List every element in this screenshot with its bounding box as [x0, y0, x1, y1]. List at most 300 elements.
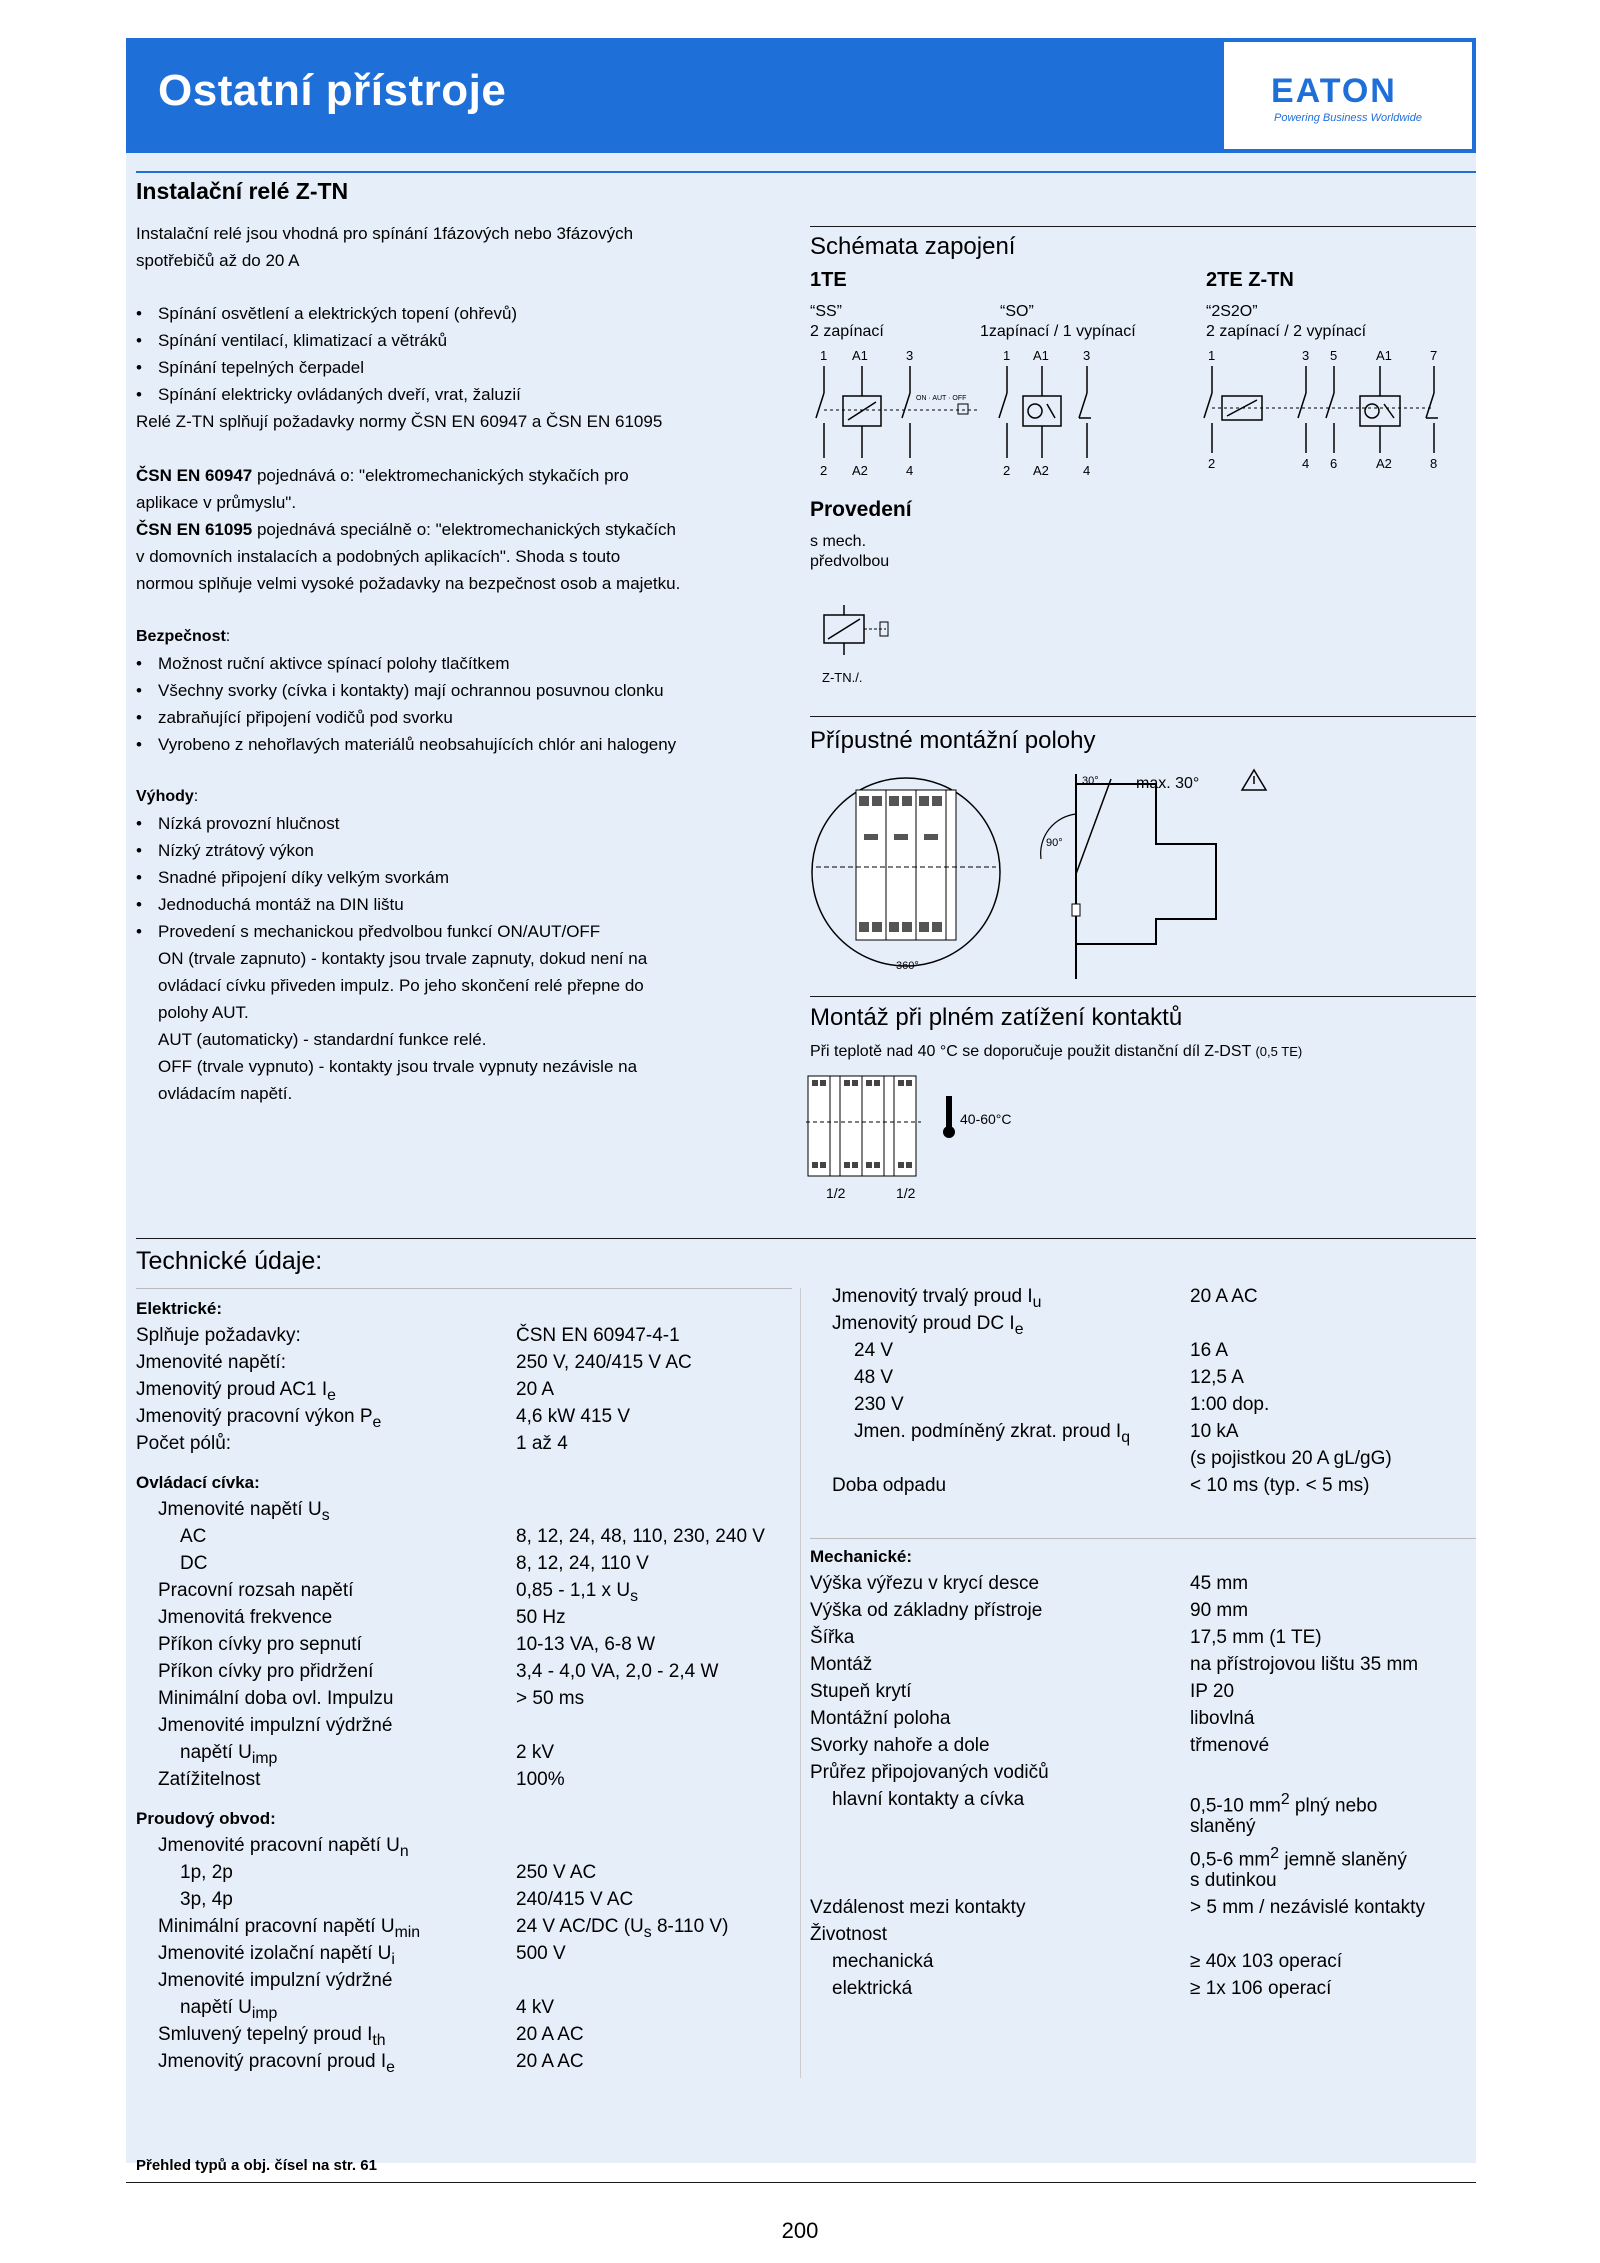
scheme-col-2te: 2TE Z-TN — [1206, 269, 1294, 291]
intro-lead-line: Instalační relé jsou vhodná pro spínání 1fázových nebo 3fázových — [136, 224, 634, 243]
spec-value-text: 3,4 - 4,0 VA, 2,0 - 2,4 W — [516, 1661, 719, 1682]
advantages-list — [136, 810, 776, 945]
spec-label-text: Stupeň krytí — [810, 1681, 912, 1702]
spec-value-tail: 8-110 V) — [651, 1916, 729, 1937]
spec-value — [1190, 1867, 1277, 1894]
spec-label-text: Jmenovitý proud DC I — [832, 1313, 1015, 1334]
mode-line: ovládací cívku přiveden impulz. Po jeho skončení relé přepne do — [158, 976, 644, 995]
spec-value-text: 0,5-6 mm — [1190, 1849, 1271, 1871]
list-item: • Provedení s mechanickou předvolbou funkcí ON/AUT/OFF — [136, 918, 776, 945]
spec-value — [1190, 1975, 1331, 2002]
eaton-logo — [1224, 42, 1472, 149]
spec-row — [136, 1967, 796, 1994]
spec-label-text: 3p, 4p — [180, 1889, 233, 1910]
std-text: aplikace v průmyslu". — [136, 493, 297, 512]
spec-label-subscript: e — [386, 2058, 395, 2076]
max-tilt-label: max. 30° — [1136, 775, 1200, 792]
spec-label-subscript: q — [1121, 1428, 1130, 1446]
terminal-label: A2 — [1033, 463, 1049, 478]
spec-value-text: na přístrojovou lištu 35 mm — [1190, 1654, 1419, 1675]
spec-row — [810, 1310, 1476, 1337]
page-header — [126, 38, 1476, 153]
spec-value-text: 10 kA — [1190, 1421, 1239, 1442]
spec-value — [1190, 1418, 1239, 1445]
spec-row — [136, 1658, 796, 1685]
scheme-so-desc: 1zapínací / 1 vypínací — [980, 323, 1136, 340]
spec-label — [810, 1762, 1049, 1783]
spec-label-text: Příkon cívky pro sepnutí — [158, 1634, 362, 1655]
terminal-label: 4 — [906, 463, 914, 478]
spec-value — [516, 1430, 568, 1457]
spec-value-subscript: s — [643, 1923, 652, 1941]
spec-label-text: mechanická — [832, 1951, 934, 1972]
spec-row — [136, 1886, 796, 1913]
spec-label-text: Jmenovitý proud AC1 I — [136, 1379, 328, 1400]
spec-value-text: 250 V, 240/415 V AC — [516, 1352, 692, 1373]
tech-right-column — [810, 1283, 1476, 2002]
spec-label-text: Šířka — [810, 1627, 855, 1648]
spec-label — [136, 1379, 336, 1404]
spec-value — [1190, 1705, 1254, 1732]
spec-label — [810, 1475, 946, 1496]
list-item: • Snadné připojení díky velkým svorkám — [136, 864, 776, 891]
spec-value-text: 50 Hz — [516, 1607, 566, 1628]
spec-value-text: ≥ 1x 106 operací — [1190, 1978, 1332, 1999]
spec-section-title: Mechanické: — [810, 1547, 913, 1566]
spec-value — [516, 1349, 692, 1376]
spec-value — [516, 1523, 765, 1550]
spec-value-text: 20 A AC — [516, 2051, 584, 2072]
spec-label-subscript: imp — [251, 1749, 278, 1767]
scheme-so-name: “SO” — [1000, 303, 1034, 320]
list-item-cont — [136, 704, 776, 731]
spec-value-text: 20 A AC — [1190, 1286, 1258, 1307]
spec-value-text: IP 20 — [1190, 1681, 1235, 1702]
spec-label-text: Průřez připojovaných vodičů — [810, 1762, 1049, 1783]
spec-row — [136, 1832, 796, 1859]
thermometer-icon — [943, 1096, 955, 1138]
safety-colon: : — [225, 628, 231, 645]
spec-row — [136, 1376, 796, 1403]
spec-label — [136, 1970, 392, 1991]
spec-row — [810, 1418, 1476, 1445]
spec-value — [516, 2021, 584, 2048]
spec-row — [810, 1867, 1476, 1894]
variant-heading: Provedení — [810, 498, 912, 521]
scheme-2s2o-desc: 2 zapínací / 2 vypínací — [1206, 323, 1367, 340]
spec-section-title: Proudový obvod: — [136, 1809, 276, 1828]
spec-label-subscript: n — [399, 1842, 409, 1860]
spec-label — [136, 1916, 421, 1941]
spec-value-text: 24 V AC/DC (U — [516, 1916, 644, 1937]
terminal-label: 2 — [1208, 456, 1216, 471]
spec-value — [516, 1685, 584, 1712]
spec-value — [516, 1994, 554, 2021]
spec-row — [810, 1705, 1476, 1732]
std-code: ČSN EN 60947 — [136, 466, 253, 485]
top-divider — [136, 171, 1476, 173]
norm-line: Relé Z-TN splňují požadavky normy ČSN EN 60947 a ČSN EN 61095 — [136, 412, 663, 431]
terminal-label: A1 — [852, 348, 868, 363]
section-divider — [810, 716, 1476, 717]
spec-label — [136, 1862, 233, 1883]
spec-value — [516, 1658, 718, 1685]
adv-title: Výhody — [136, 788, 194, 805]
spec-value-subscript: s — [630, 1587, 638, 1605]
list-item: • Jednoduchá montáž na DIN lištu — [136, 891, 776, 918]
spec-label — [810, 1681, 911, 1702]
spec-value — [1190, 1597, 1248, 1624]
spec-row — [136, 1631, 796, 1658]
mounting-title: Přípustné montážní polohy — [810, 727, 1096, 754]
spec-row — [810, 1975, 1476, 2002]
spec-row — [810, 1570, 1476, 1597]
spec-row — [810, 1391, 1476, 1418]
spec-label — [810, 1978, 912, 1999]
half-label: 1/2 — [896, 1185, 916, 1201]
spec-label-text: 24 V — [854, 1340, 894, 1361]
spec-label-text: Minimální pracovní napětí U — [158, 1916, 395, 1937]
spec-value — [516, 1322, 680, 1349]
list-item: • Všechny svorky (cívka i kontakty) mají ochrannou posuvnou clonku — [136, 677, 776, 704]
spec-label-subscript: e — [1014, 1320, 1024, 1338]
spec-row — [136, 1739, 796, 1766]
spec-row — [810, 1759, 1476, 1786]
spec-label — [136, 2024, 386, 2049]
spec-value — [516, 1604, 566, 1631]
spec-label — [810, 1627, 854, 1648]
spec-value — [1190, 1813, 1256, 1840]
spec-label — [136, 2051, 395, 2076]
spec-label-text: Jmen. podmíněný zkrat. proud I — [854, 1421, 1122, 1442]
spec-label — [810, 1340, 893, 1361]
list-item: • Nízká provozní hlučnost — [136, 810, 776, 837]
spec-label — [810, 1573, 1039, 1594]
spec-label — [136, 1526, 206, 1547]
full-load-text-main: Při teplotě nad 40 °C se doporučuje použit distanční díl Z-DST — [810, 1043, 1252, 1060]
spec-label-subscript: s — [321, 1506, 330, 1524]
spec-row — [810, 1364, 1476, 1391]
section-divider — [810, 226, 1476, 227]
spec-label — [810, 1600, 1042, 1621]
temp-label: 40-60°C — [960, 1111, 1012, 1127]
spec-label — [136, 1433, 231, 1454]
safety-title: Bezpečnost — [136, 628, 226, 645]
terminal-label: 8 — [1430, 456, 1438, 471]
spec-value-text: 4 kV — [516, 1997, 555, 2018]
tech-left-divider — [136, 1288, 792, 1289]
spec-label — [810, 1924, 887, 1945]
spec-label-text: Minimální doba ovl. Impulzu — [158, 1688, 394, 1709]
spec-label-text: Jmenovité pracovní napětí U — [158, 1835, 400, 1856]
terminal-label: 7 — [1430, 348, 1438, 363]
schemes-title: Schémata zapojení — [810, 233, 1016, 260]
spec-value-text: 20 A — [516, 1379, 555, 1400]
spec-label-text: hlavní kontakty a cívka — [832, 1789, 1025, 1810]
mode-description — [136, 945, 798, 1107]
std-text: pojednává o: "elektromechanických stykačích pro — [252, 466, 629, 485]
spec-label — [136, 1406, 382, 1431]
spec-label-text: Jmenovitý pracovní proud I — [158, 2051, 387, 2072]
spacer-diagram — [806, 1074, 1012, 1204]
mode-line: ovládacím napětí. — [158, 1084, 293, 1103]
spec-value — [1190, 1570, 1248, 1597]
spec-value-text: 1:00 dop. — [1190, 1394, 1270, 1415]
spec-value — [1190, 1364, 1244, 1391]
spec-label-subscript: i — [391, 1950, 395, 1968]
spec-value — [1190, 1472, 1370, 1499]
spec-row — [136, 1403, 796, 1430]
spec-label-text: Výška výřezu v krycí desce — [810, 1573, 1040, 1594]
spec-label — [810, 1897, 1025, 1918]
so-wiring-diagram — [995, 348, 1105, 483]
spec-value — [1190, 1651, 1418, 1678]
mode-line: OFF (trvale vypnuto) - kontakty jsou trvale vypnuty nezávisle na — [158, 1057, 638, 1076]
spec-value-text: 17,5 mm (1 TE) — [1190, 1627, 1322, 1648]
intro-lead — [136, 220, 776, 274]
spec-value — [1190, 1894, 1425, 1921]
spec-label — [136, 1661, 373, 1682]
spec-label-text: Montážní poloha — [810, 1708, 951, 1729]
spec-label — [136, 1997, 278, 2022]
spec-row — [810, 1624, 1476, 1651]
spec-value-text: 90 mm — [1190, 1600, 1249, 1621]
spec-value — [516, 1886, 633, 1913]
variant-diagram — [814, 600, 894, 690]
mode-line: polohy AUT. — [158, 1003, 249, 1022]
spec-label-text: Zatížitelnost — [158, 1769, 261, 1790]
mounting-tilt-diagram — [1036, 764, 1296, 984]
footer-note: Přehled typů a obj. čísel na str. 61 — [136, 2157, 377, 2174]
variant-desc-line: s mech. — [810, 533, 867, 550]
spec-row — [136, 1496, 796, 1523]
page-title: Ostatní přístroje — [158, 66, 507, 115]
spec-label — [810, 1708, 951, 1729]
spec-label — [136, 1769, 260, 1790]
spec-value — [516, 1631, 655, 1658]
spec-label-subscript: min — [394, 1923, 421, 1941]
spec-value-text: 8, 12, 24, 48, 110, 230, 240 V — [516, 1526, 765, 1547]
terminal-label: 5 — [1330, 348, 1338, 363]
spec-row — [810, 1813, 1476, 1840]
tech-right-divider — [810, 1538, 1476, 1539]
spec-label-text: napětí U — [180, 1742, 252, 1763]
spec-value-text: (s pojistkou 20 A gL/gG) — [1190, 1448, 1392, 1469]
spec-row — [810, 1283, 1476, 1310]
spec-label-text: Pracovní rozsah napětí — [158, 1580, 354, 1601]
spec-value-text: ≥ 40x 103 operací — [1190, 1951, 1342, 1972]
bottom-divider — [126, 2182, 1476, 2183]
variant-label: Z-TN./. — [822, 670, 863, 685]
mounting-rotation-diagram — [806, 772, 1006, 972]
spec-value — [516, 1739, 554, 1766]
warning-icon — [1242, 770, 1266, 790]
list-item: • Spínání elektricky ovládaných dveří, vrat, žaluzií — [136, 381, 776, 408]
spec-value-text: 0,5-10 mm — [1190, 1795, 1281, 1817]
spec-row — [810, 1921, 1476, 1948]
spec-row — [136, 2048, 796, 2075]
spec-label — [136, 1742, 278, 1767]
spec-label-text: Smluvený tepelný proud I — [158, 2024, 373, 2045]
half-label: 1/2 — [826, 1185, 846, 1201]
terminal-label: A2 — [852, 463, 868, 478]
spec-row — [810, 1894, 1476, 1921]
spec-label — [136, 1325, 301, 1346]
spec-label — [136, 1943, 395, 1968]
spec-label — [136, 1499, 330, 1524]
spec-value-text: 16 A — [1190, 1340, 1229, 1361]
terminal-label: 1 — [820, 348, 828, 363]
spec-value-text: > 50 ms — [516, 1688, 585, 1709]
list-item: • Možnost ruční aktivce spínací polohy tlačítkem — [136, 650, 776, 677]
advantages-heading — [136, 788, 198, 806]
spec-value-text: slaněný — [1190, 1816, 1256, 1837]
spec-label-text: Počet pólů: — [136, 1433, 232, 1454]
spec-value-tail: jemně slaněný — [1279, 1849, 1407, 1871]
scheme-col-1te: 1TE — [810, 269, 847, 291]
spec-value-text: 20 A AC — [516, 2024, 584, 2045]
list-item: • Spínání ventilací, klimatizací a větráků — [136, 327, 776, 354]
spec-value-text: 240/415 V AC — [516, 1889, 634, 1910]
spec-label-subscript: e — [327, 1386, 336, 1404]
standard-1 — [136, 462, 776, 597]
spec-label-text: Montáž — [810, 1654, 873, 1675]
spec-label-text: Jmenovité impulzní výdržné — [158, 1715, 393, 1736]
list-item: • Nízký ztrátový výkon — [136, 837, 776, 864]
spec-label-text: elektrická — [832, 1978, 913, 1999]
terminal-label: 3 — [906, 348, 914, 363]
spec-value-text: > 5 mm / nezávislé kontakty — [1190, 1897, 1425, 1918]
spec-label — [136, 1580, 353, 1601]
ss-wiring-diagram — [808, 348, 988, 483]
full-load-text — [810, 1042, 1302, 1062]
spec-label-text: Jmenovitý trvalý proud I — [832, 1286, 1033, 1307]
angle-30-label: 30° — [1082, 775, 1099, 787]
spec-value-text: 45 mm — [1190, 1573, 1249, 1594]
spec-label — [810, 1654, 872, 1675]
mode-line: ON (trvale zapnuto) - kontakty jsou trvale zapnuty, dokud není na — [158, 949, 648, 968]
scheme-ss-name: “SS” — [810, 303, 842, 320]
spec-label — [136, 1715, 392, 1736]
spec-value-text: < 10 ms (typ. < 5 ms) — [1190, 1475, 1370, 1496]
spec-value-text: 12,5 A — [1190, 1367, 1244, 1388]
terminal-label: 1 — [1003, 348, 1011, 363]
std-text: normou splňuje velmi vysoké požadavky na bezpečnost osob a majetku. — [136, 574, 681, 593]
tech-column-divider — [800, 1288, 801, 2078]
spec-value — [516, 1766, 565, 1793]
section-heading: Instalační relé Z-TN — [136, 178, 349, 204]
spec-value — [516, 1376, 554, 1403]
spec-row — [136, 1685, 796, 1712]
spec-label — [810, 1313, 1024, 1338]
spec-label — [810, 1421, 1130, 1446]
spec-label — [136, 1889, 233, 1910]
safety-heading — [136, 628, 230, 646]
spec-label-text: Jmenovité napětí: — [136, 1352, 286, 1373]
spec-label-text: Výška od základny přístroje — [810, 1600, 1043, 1621]
spec-row — [136, 1349, 796, 1376]
spec-label-text: Svorky nahoře a dole — [810, 1735, 990, 1756]
section-divider — [810, 996, 1476, 997]
terminal-label: 3 — [1083, 348, 1091, 363]
terminal-label: A2 — [1376, 456, 1392, 471]
spec-label-text: Jmenovité izolační napětí U — [158, 1943, 392, 1964]
spec-row — [136, 1913, 796, 1940]
spec-row — [136, 1994, 796, 2021]
spec-label — [136, 1688, 394, 1709]
spec-label-subscript: u — [1032, 1293, 1042, 1311]
spec-value-text: 250 V AC — [516, 1862, 597, 1883]
spec-label — [136, 1607, 332, 1628]
spec-label-text: 48 V — [854, 1367, 894, 1388]
spec-label-text: Vzdálenost mezi kontakty — [810, 1897, 1026, 1918]
spec-row — [136, 1604, 796, 1631]
safety-list — [136, 650, 776, 758]
spec-value-text: libovlná — [1190, 1708, 1255, 1729]
spec-value-text: 100% — [516, 1769, 565, 1790]
spec-label-text: DC — [180, 1553, 208, 1574]
spec-row — [810, 1597, 1476, 1624]
spec-row — [136, 1577, 796, 1604]
spec-label-text: napětí U — [180, 1997, 252, 2018]
spec-value — [516, 1550, 649, 1577]
tech-title: Technické údaje: — [136, 1247, 323, 1275]
spec-value — [1190, 1948, 1342, 1975]
mode-label: ON · AUT · OFF — [916, 395, 967, 402]
spec-label — [136, 1352, 286, 1373]
spec-value — [516, 2048, 584, 2075]
spec-row — [136, 1859, 796, 1886]
spec-label — [810, 1367, 893, 1388]
spec-label-text: Jmenovité napětí U — [158, 1499, 322, 1520]
spec-value — [1190, 1445, 1392, 1472]
spec-value — [1190, 1732, 1269, 1759]
spec-value-text: 4,6 kW 415 V — [516, 1406, 631, 1427]
spec-row — [136, 1766, 796, 1793]
intro-lead-line: spotřebičů až do 20 A — [136, 251, 300, 270]
spec-value-text: 10-13 VA, 6-8 W — [516, 1634, 656, 1655]
spec-value-text: 500 V — [516, 1943, 566, 1964]
spec-value-text: třmenové — [1190, 1735, 1270, 1756]
usage-list — [136, 300, 776, 408]
spec-row — [810, 1337, 1476, 1364]
spec-label-text: Jmenovité impulzní výdržné — [158, 1970, 393, 1991]
spec-section-title: Ovládací cívka: — [136, 1473, 260, 1492]
spec-label-text: Životnost — [810, 1924, 888, 1945]
list-item: • Spínání tepelných čerpadel — [136, 354, 776, 381]
spec-value-text: ČSN EN 60947-4-1 — [516, 1325, 680, 1346]
spec-label-text: Doba odpadu — [832, 1475, 947, 1496]
spec-value-text: 8, 12, 24, 110 V — [516, 1553, 649, 1574]
spec-value — [1190, 1624, 1322, 1651]
spec-section-title: Elektrické: — [136, 1299, 222, 1318]
section-divider — [136, 1238, 1476, 1239]
spec-label-text: Příkon cívky pro přidržení — [158, 1661, 374, 1682]
std-text: pojednává speciálně o: "elektromechanických stykačích — [252, 520, 676, 539]
spec-value-text: 0,85 - 1,1 x U — [516, 1580, 631, 1601]
spec-label — [810, 1789, 1024, 1810]
full-load-title: Montáž při plném zatížení kontaktů — [810, 1004, 1183, 1031]
spec-row — [810, 1786, 1476, 1817]
terminal-label: 3 — [1302, 348, 1310, 363]
spec-label — [810, 1951, 933, 1972]
logo-wordmark: EATON — [1271, 72, 1397, 110]
terminal-label: 4 — [1302, 456, 1310, 471]
list-item-cont-text: zabraňující připojení vodičů pod svorku — [158, 708, 453, 727]
spec-row — [810, 1445, 1476, 1472]
spec-row — [810, 1678, 1476, 1705]
spec-value-text: s dutinkou — [1190, 1870, 1277, 1891]
